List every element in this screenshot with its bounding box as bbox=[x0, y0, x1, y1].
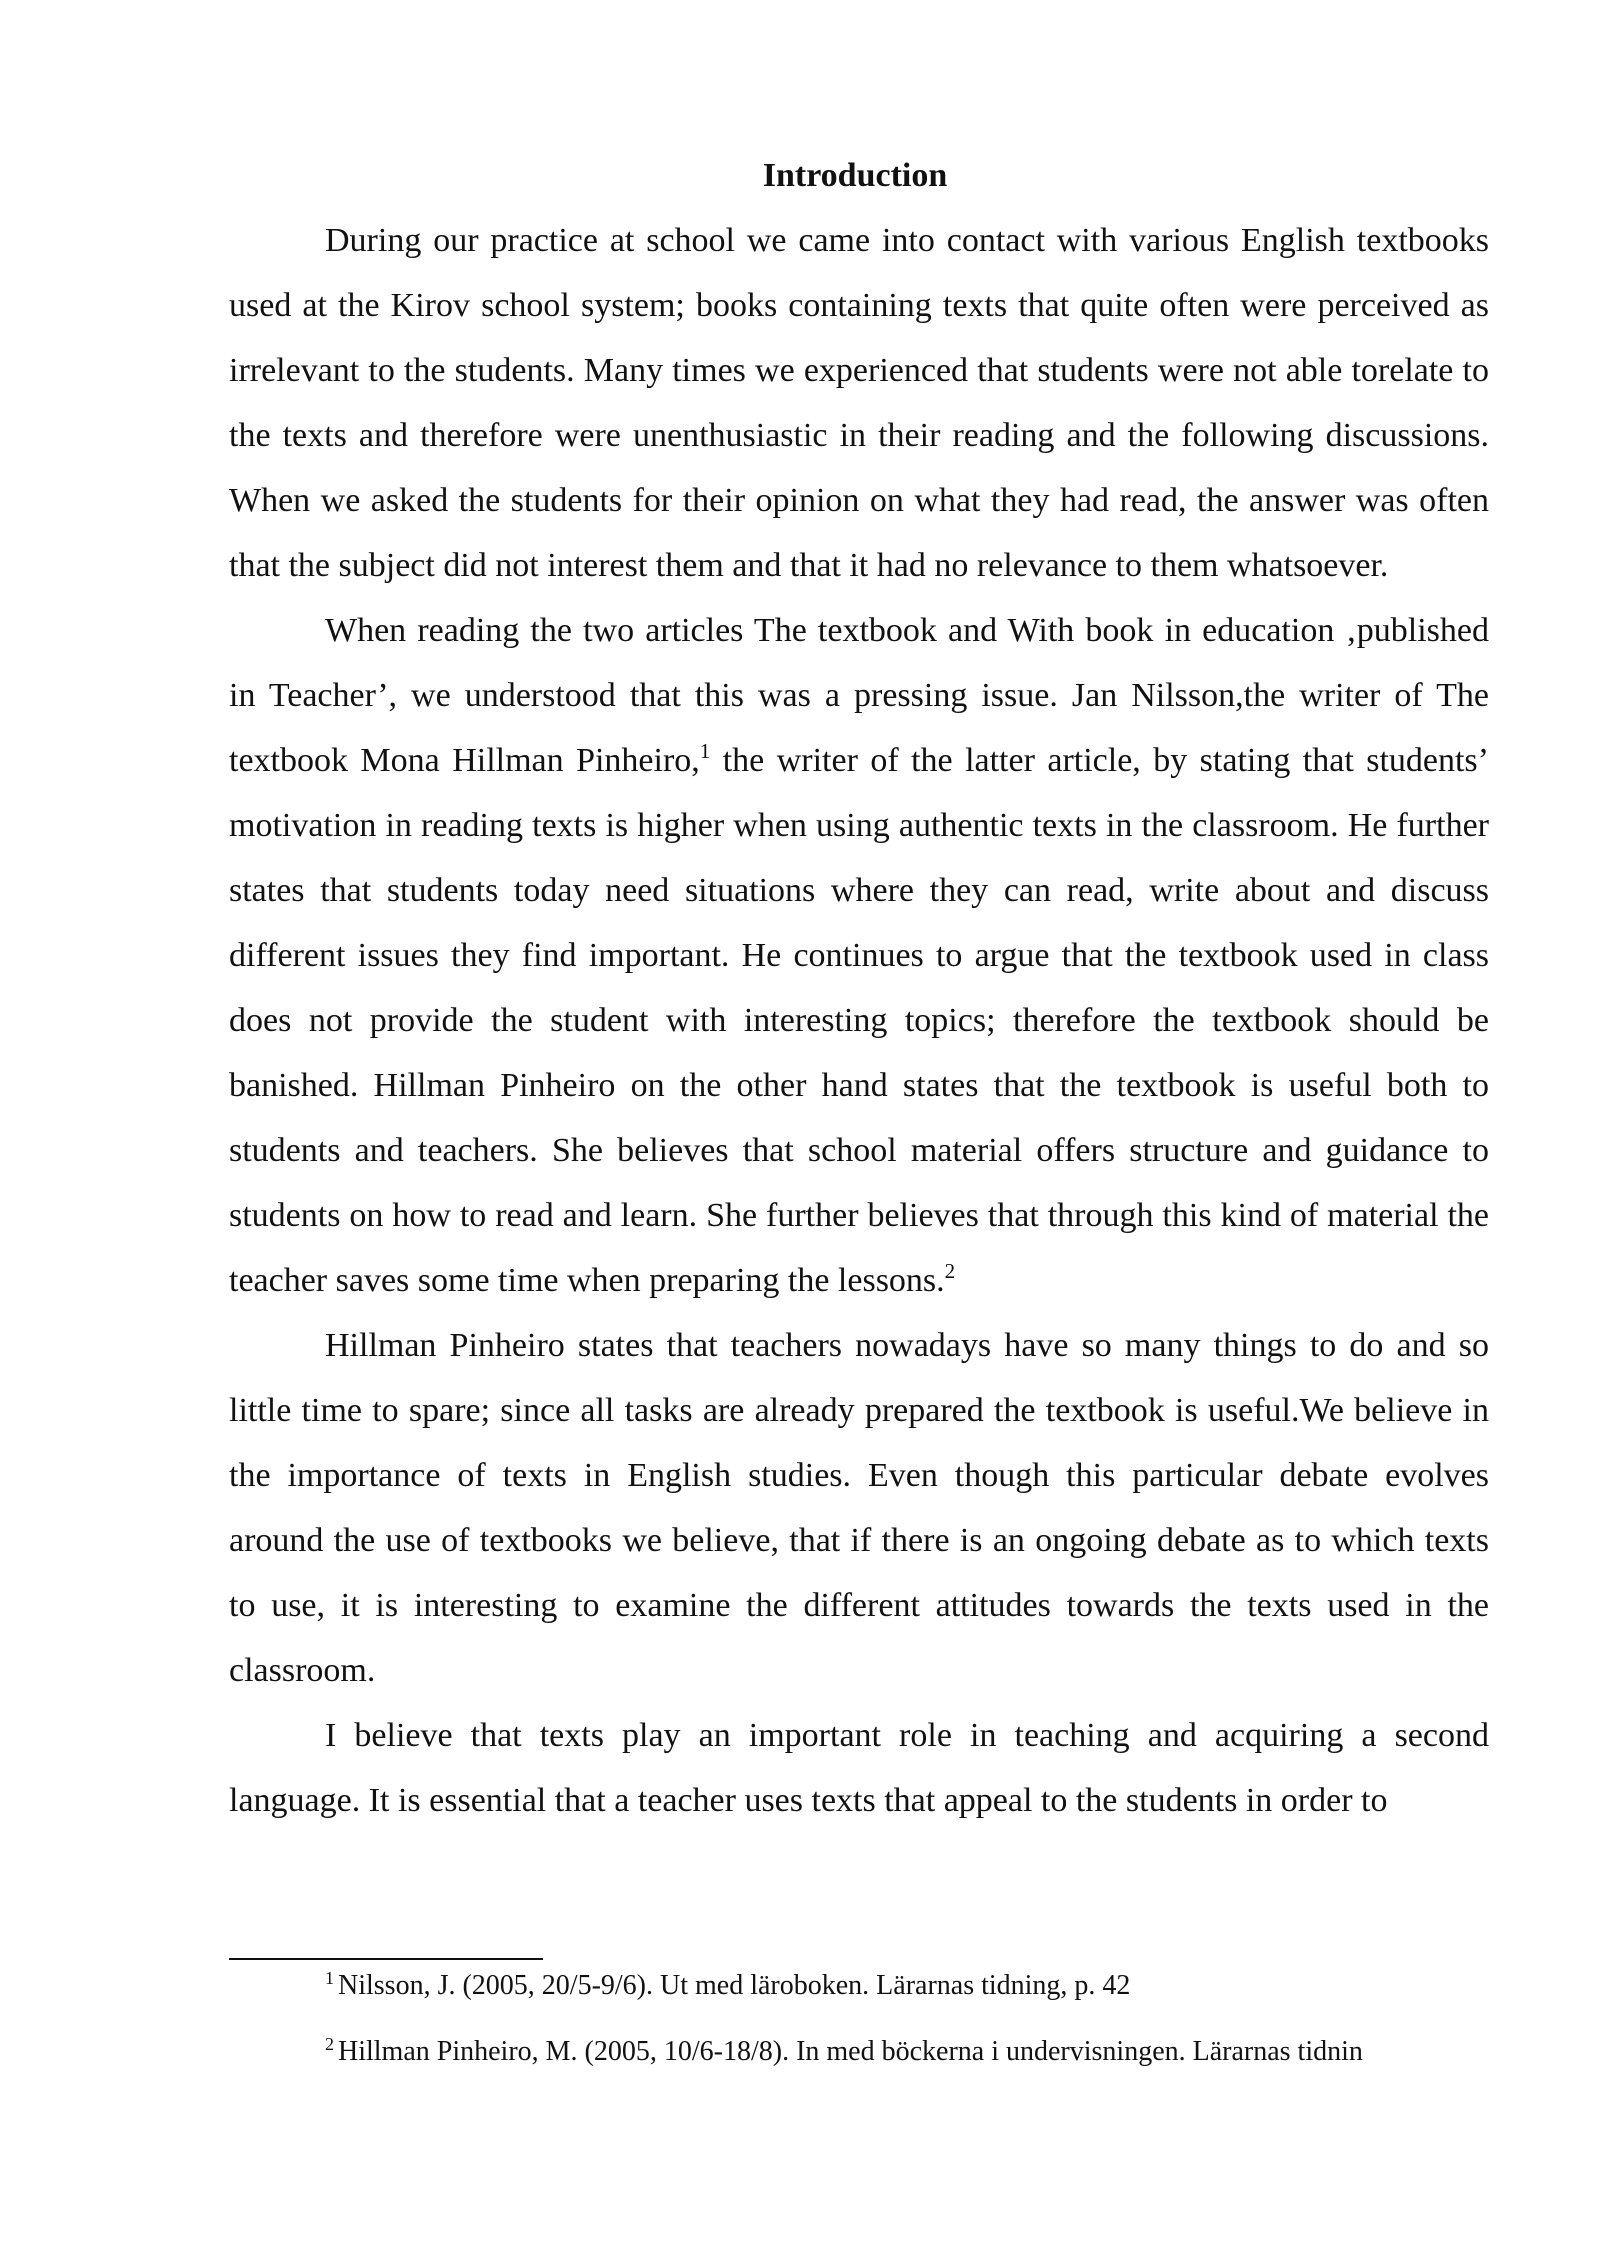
page-title: Introduction bbox=[762, 157, 948, 194]
footnote-2 bbox=[325, 2032, 1525, 2072]
paragraph-4 bbox=[229, 1703, 1489, 1833]
footnote-ref-2: 2 bbox=[944, 1259, 956, 1283]
footnote-separator bbox=[229, 1958, 543, 1960]
footnote-1-marker: 1 bbox=[325, 1968, 334, 1988]
footnote-1 bbox=[325, 1966, 1525, 2006]
footnote-2-text: Hillman Pinheiro, M. (2005, 10/6-18/8). In med böckerna i undervisningen. Lärarnas tidnin bbox=[338, 2036, 1363, 2067]
paragraph-1 bbox=[229, 208, 1489, 598]
paragraph-2 bbox=[229, 598, 1489, 1313]
body-text bbox=[229, 208, 1489, 1833]
paragraph-3-text: Hillman Pinheiro states that teachers nowadays have so many things to do and so little time to spare; since all tasks are already prepared the textbook is useful.We believe in the importance of texts in English studies. Even though this particular debate evolves around the use of textbooks we believe, that if there is an ongoing debate as to which texts to use, it is interesting to examine the different attitudes towards the texts used in the classroom. bbox=[229, 1327, 1489, 1689]
footnote-1-text: Nilsson, J. (2005, 20/5-9/6). Ut med läroboken. Lärarnas tidning, p. 42 bbox=[338, 1970, 1131, 2001]
footnote-ref-1: 1 bbox=[699, 739, 711, 763]
paragraph-2-text-b: the writer of the latter article, by stating that students’ motivation in reading texts is higher when using authentic texts in the classroom. He further states that students today need situations where they can read, write about and discuss different issues they find important. He continues to argue that the textbook used in class does not provide the student with interesting topics; therefore the textbook should be banished. Hillman Pinheiro on the other hand states that the textbook is useful both to students and teachers. She believes that school material offers structure and guidance to students on how to read and learn. She further believes that through this kind of material the teacher saves some time when preparing the lessons. bbox=[229, 742, 1489, 1299]
paragraph-1-text: During our practice at school we came into contact with various English textbooks used at the Kirov school system; books containing texts that quite often were perceived as irrelevant to the students. Many times we experienced that students were not able torelate to the texts and therefore were unenthusiastic in their reading and the following discussions. When we asked the students for their opinion on what they had read, the answer was often that the subject did not interest them and that it had no relevance to them whatsoever. bbox=[229, 222, 1489, 584]
paragraph-3 bbox=[229, 1313, 1489, 1703]
paragraph-2-text-a: When reading the two articles The textbook and With book in education ‚published in Teacher’, we understood that this was a pressing issue. Jan Nilsson,the writer of The textbook Mona Hillman Pinheiro, bbox=[229, 612, 1489, 779]
footnote-2-marker: 2 bbox=[325, 2034, 334, 2054]
footnotes bbox=[325, 1966, 1525, 2098]
paragraph-4-text: I believe that texts play an important role in teaching and acquiring a second language. It is essential that a teacher uses texts that appeal to the students in order to bbox=[229, 1717, 1489, 1819]
